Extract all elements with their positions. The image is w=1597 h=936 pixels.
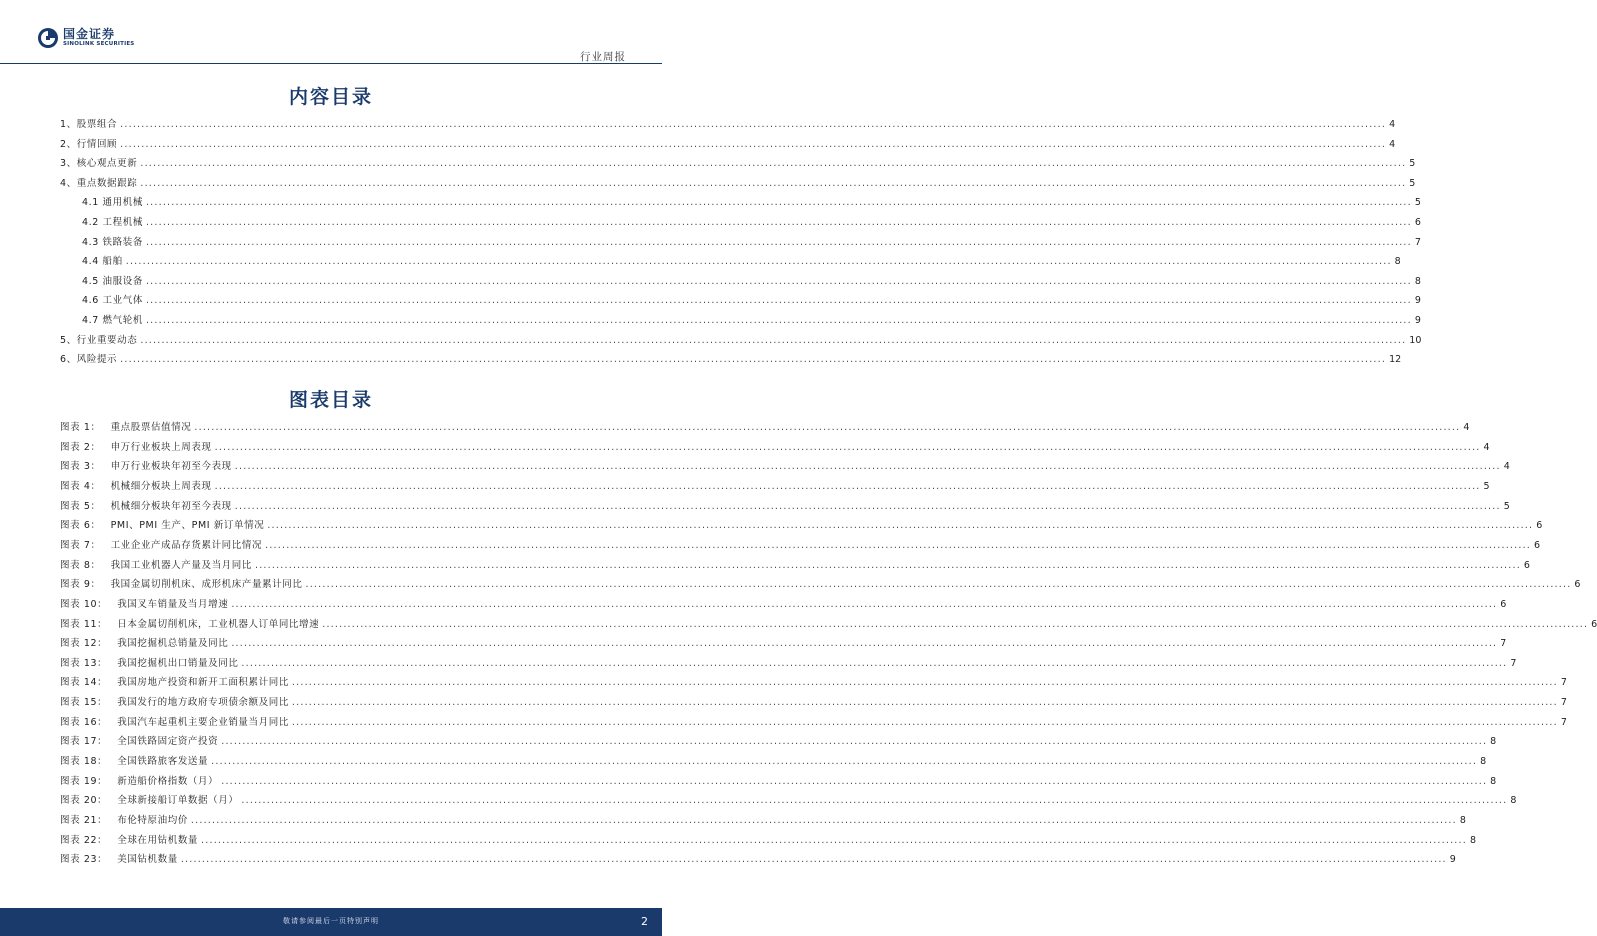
toc-entry-label: 4.6 工业气体: [82, 295, 143, 307]
figure-entry-label: PMI、PMI 生产、PMI 新订单情况: [110, 520, 265, 532]
figure-entry-number: 图表 22：: [60, 834, 108, 846]
figure-entry-number: 图表 19：: [60, 775, 108, 787]
figure-entry-label: 全球新接船订单数据（月）: [117, 795, 239, 807]
figure-entry-page: 6: [1523, 559, 1530, 571]
company-logo: [37, 27, 134, 49]
toc-entry-label: 4.5 油服设备: [82, 275, 143, 287]
toc-entry[interactable]: [60, 136, 1396, 150]
figure-entry-page: 7: [1560, 677, 1567, 689]
toc-leader-dots: ............................................................................................................................................................................................................................................................................................................: [145, 275, 1412, 287]
toc-entry-label: 4.7 燃气轮机: [82, 315, 143, 326]
header-divider: [0, 63, 662, 64]
toc-entry-page: 7: [1414, 236, 1421, 248]
figure-leader-dots: ............................................................................................................................................................................................................................................................................................................: [180, 854, 1447, 866]
toc-leader-dots: ............................................................................................................................................................................................................................................................................................................: [145, 315, 1412, 326]
toc-entry-page: 9: [1414, 315, 1421, 326]
figures-title: 图表目录: [288, 389, 373, 411]
page-footer: [0, 908, 662, 936]
toc-leader-dots: ............................................................................................................................................................................................................................................................................................................: [120, 138, 1387, 150]
toc-entry-label: 4.1 通用机械: [82, 197, 143, 209]
toc-entry-label: 1、股票组合: [60, 119, 118, 130]
figure-entry[interactable]: [60, 596, 1507, 610]
toc-leader-dots: ............................................................................................................................................................................................................................................................................................................: [145, 295, 1412, 307]
figure-entry[interactable]: [60, 517, 1543, 532]
page-header: [0, 0, 662, 62]
figure-entry-number: 图表 10：: [60, 598, 108, 610]
figure-entry-page: 7: [1510, 657, 1517, 669]
figure-entry-number: 图表 4：: [60, 480, 101, 492]
figure-entry[interactable]: [60, 792, 1517, 807]
figure-entry[interactable]: [60, 458, 1510, 473]
figure-entry[interactable]: [60, 576, 1581, 591]
figure-entry-label: 申万行业板块上周表现: [110, 441, 212, 453]
toc-entry-page: 5: [1409, 158, 1416, 170]
figure-leader-dots: ............................................................................................................................................................................................................................................................................................................: [234, 461, 1501, 473]
figure-leader-dots: ............................................................................................................................................................................................................................................................................................................: [214, 480, 1481, 492]
figure-leader-dots: ............................................................................................................................................................................................................................................................................................................: [194, 422, 1461, 433]
figure-entry-label: 布伦特原油均价: [117, 815, 188, 826]
figure-entry-page: 6: [1574, 579, 1581, 591]
toc-entry[interactable]: [82, 292, 1421, 307]
toc-leader-dots: ............................................................................................................................................................................................................................................................................................................: [140, 158, 1407, 170]
figure-entry[interactable]: [60, 773, 1497, 787]
toc-entry-page: 5: [1409, 177, 1416, 189]
figure-entry-number: 图表 7：: [60, 539, 101, 551]
toc-entry[interactable]: [82, 194, 1421, 209]
toc-leader-dots: ............................................................................................................................................................................................................................................................................................................: [140, 334, 1407, 346]
figure-entry-label: 全球在用钻机数量: [117, 834, 199, 846]
toc-entry-page: 6: [1414, 217, 1421, 228]
toc-entry[interactable]: [82, 253, 1401, 268]
toc-entry-label: 4.2 工程机械: [82, 217, 143, 228]
toc-entry[interactable]: [82, 234, 1421, 248]
toc-entry[interactable]: [60, 351, 1402, 366]
toc-entry-label: 4.3 铁路装备: [82, 236, 143, 248]
toc-entry[interactable]: [82, 312, 1421, 326]
figure-entry-page: 9: [1449, 854, 1456, 866]
figure-entry-label: 我国挖掘机总销量及同比: [117, 638, 229, 650]
toc-leader-dots: ............................................................................................................................................................................................................................................................................................................: [145, 197, 1412, 209]
figure-entry[interactable]: [60, 733, 1497, 748]
figure-leader-dots: ............................................................................................................................................................................................................................................................................................................: [254, 559, 1521, 571]
toc-leader-dots: ............................................................................................................................................................................................................................................................................................................: [145, 236, 1412, 248]
toc-leader-dots: ............................................................................................................................................................................................................................................................................................................: [145, 217, 1412, 228]
figure-leader-dots: ............................................................................................................................................................................................................................................................................................................: [322, 618, 1589, 630]
figure-entry-page: 6: [1534, 539, 1541, 551]
figure-leader-dots: ............................................................................................................................................................................................................................................................................................................: [291, 677, 1558, 689]
figure-entry-page: 7: [1560, 716, 1567, 728]
figure-leader-dots: ............................................................................................................................................................................................................................................................................................................: [241, 795, 1508, 807]
figure-entry-label: 工业企业产成品存货累计同比情况: [110, 539, 263, 551]
figure-entry-label: 美国钻机数量: [117, 854, 178, 866]
figure-entry[interactable]: [60, 478, 1490, 492]
figure-entry-label: 重点股票估值情况: [110, 422, 192, 433]
toc-leader-dots: ............................................................................................................................................................................................................................................................................................................: [140, 177, 1407, 189]
figure-leader-dots: ............................................................................................................................................................................................................................................................................................................: [190, 815, 1457, 826]
figure-entry[interactable]: [60, 439, 1490, 453]
figure-entry-page: 4: [1503, 461, 1510, 473]
toc-entry-page: 12: [1389, 354, 1402, 366]
figure-leader-dots: ............................................................................................................................................................................................................................................................................................................: [265, 539, 1532, 551]
figure-entry[interactable]: [60, 537, 1541, 551]
figure-leader-dots: ............................................................................................................................................................................................................................................................................................................: [234, 500, 1501, 512]
figure-entry[interactable]: [60, 674, 1567, 689]
figure-entry[interactable]: [60, 812, 1466, 826]
figure-entry-number: 图表 11：: [60, 618, 108, 630]
figure-entry-label: 全国铁路旅客发送量: [117, 756, 209, 768]
toc-entry-label: 4、重点数据跟踪: [60, 177, 138, 189]
figure-entry-page: 4: [1463, 422, 1470, 433]
figure-entry-page: 8: [1510, 795, 1517, 807]
figure-entry-number: 图表 14：: [60, 677, 108, 689]
logo-mark-icon: [37, 27, 59, 49]
toc-entry-label: 6、风险提示: [60, 354, 118, 366]
figure-entry[interactable]: [60, 753, 1487, 768]
figure-leader-dots: ............................................................................................................................................................................................................................................................................................................: [221, 736, 1488, 748]
figure-leader-dots: ............................................................................................................................................................................................................................................................................................................: [231, 638, 1498, 650]
figure-entry-number: 图表 17：: [60, 736, 108, 748]
figure-leader-dots: ............................................................................................................................................................................................................................................................................................................: [291, 716, 1558, 728]
toc-entry-page: 8: [1414, 275, 1421, 287]
figure-entry[interactable]: [60, 714, 1567, 728]
figure-leader-dots: ............................................................................................................................................................................................................................................................................................................: [211, 756, 1478, 768]
figure-entry[interactable]: [60, 419, 1470, 433]
figure-entry[interactable]: [60, 498, 1510, 512]
figure-entry-page: 6: [1591, 618, 1597, 630]
figure-entry-number: 图表 5：: [60, 500, 101, 512]
toc-entry[interactable]: [60, 175, 1416, 189]
toc-entry-label: 4.4 船舶: [82, 256, 123, 268]
figure-entry-number: 图表 6：: [60, 520, 101, 532]
toc-entry[interactable]: [60, 155, 1416, 170]
figure-entry-page: 8: [1490, 736, 1497, 748]
report-type-label: 行业周报: [580, 51, 626, 63]
figure-leader-dots: ............................................................................................................................................................................................................................................................................................................: [241, 657, 1508, 669]
figure-entry-label: 日本金属切削机床，工业机器人订单同比增速: [117, 618, 320, 630]
figure-entry-page: 7: [1500, 638, 1507, 650]
figure-entry-number: 图表 2：: [60, 441, 101, 453]
figure-entry-number: 图表 18：: [60, 756, 108, 768]
toc-entry-page: 4: [1389, 119, 1396, 130]
figure-entry-number: 图表 9：: [60, 579, 101, 591]
toc-entry[interactable]: [60, 332, 1422, 346]
toc-entry[interactable]: [82, 273, 1421, 287]
figure-entry-page: 5: [1483, 480, 1490, 492]
figure-entry[interactable]: [60, 832, 1477, 846]
figure-entry[interactable]: [60, 694, 1567, 709]
figure-entry-number: 图表 23：: [60, 854, 108, 866]
toc-leader-dots: ............................................................................................................................................................................................................................................................................................................: [120, 119, 1387, 130]
figure-entry-number: 图表 21：: [60, 815, 108, 826]
figure-entry-label: 我国房地产投资和新开工面积累计同比: [117, 677, 289, 689]
figure-leader-dots: ............................................................................................................................................................................................................................................................................................................: [221, 775, 1488, 787]
figure-entry-label: 我国挖掘机出口销量及同比: [117, 657, 239, 669]
toc-leader-dots: ............................................................................................................................................................................................................................................................................................................: [125, 256, 1392, 268]
toc-entry-label: 5、行业重要动态: [60, 334, 138, 346]
figure-entry-page: 7: [1560, 697, 1567, 709]
figure-entry-page: 6: [1500, 598, 1507, 610]
figure-entry[interactable]: [60, 655, 1517, 669]
figure-entry-page: 5: [1503, 500, 1510, 512]
figure-leader-dots: ............................................................................................................................................................................................................................................................................................................: [231, 598, 1498, 610]
logo-chinese-name: 国金证券: [63, 27, 116, 42]
figure-entry-number: 图表 3：: [60, 461, 101, 473]
figure-entry-label: 机械细分板块上周表现: [110, 480, 212, 492]
figure-entry-page: 8: [1480, 756, 1487, 768]
figure-entry-label: 我国工业机器人产量及当月同比: [110, 559, 252, 571]
figure-entry-number: 图表 1：: [60, 422, 101, 433]
figure-entry[interactable]: [60, 616, 1597, 630]
figure-entry-label: 我国金属切削机床、成形机床产量累计同比: [110, 579, 303, 591]
figure-entry-label: 我国汽车起重机主要企业销量当月同比: [117, 716, 289, 728]
page-number: 2: [641, 915, 648, 928]
toc-entry-label: 3、核心观点更新: [60, 158, 138, 170]
figure-entry[interactable]: [60, 635, 1507, 650]
toc-title: 内容目录: [288, 86, 373, 108]
figure-entry-page: 8: [1490, 775, 1497, 787]
figure-entry-label: 全国铁路固定资产投资: [117, 736, 219, 748]
logo-english-name: SINOLINK SECURITIES: [63, 41, 135, 48]
footer-disclaimer: 敬请参阅最后一页特别声明: [283, 917, 379, 925]
figure-entry-number: 图表 16：: [60, 716, 108, 728]
figure-entry-number: 图表 8：: [60, 559, 101, 571]
toc-entry-page: 4: [1389, 138, 1396, 150]
figure-entry-page: 8: [1469, 834, 1477, 846]
toc-entry-page: 9: [1414, 295, 1421, 307]
figure-entry-label: 新造船价格指数（月）: [117, 775, 219, 787]
toc-leader-dots: ............................................................................................................................................................................................................................................................................................................: [120, 354, 1387, 366]
figure-entry-label: 申万行业板块年初至今表现: [110, 461, 232, 473]
figure-entry-number: 图表 20：: [60, 795, 108, 807]
toc-entry-page: 5: [1414, 197, 1421, 209]
toc-entry-page: 8: [1394, 256, 1401, 268]
figure-entry-label: 机械细分板块年初至今表现: [110, 500, 232, 512]
figure-leader-dots: ............................................................................................................................................................................................................................................................................................................: [291, 697, 1558, 709]
figure-leader-dots: ............................................................................................................................................................................................................................................................................................................: [201, 834, 1467, 846]
figure-entry-number: 图表 13：: [60, 657, 108, 669]
figure-entry-number: 图表 12：: [60, 638, 108, 650]
figure-leader-dots: ............................................................................................................................................................................................................................................................................................................: [214, 441, 1481, 453]
toc-entry[interactable]: [60, 116, 1396, 130]
figure-entry-label: 我国发行的地方政府专项债余额及同比: [117, 697, 289, 709]
toc-entry[interactable]: [82, 214, 1421, 228]
figure-entry-number: 图表 15：: [60, 697, 108, 709]
figure-entry-label: 我国叉车销量及当月增速: [117, 598, 229, 610]
toc-entry-page: 10: [1409, 334, 1422, 346]
figure-entry[interactable]: [60, 851, 1456, 866]
figure-entry-page: 6: [1536, 520, 1543, 532]
figure-leader-dots: ............................................................................................................................................................................................................................................................................................................: [305, 579, 1572, 591]
toc-entry-label: 2、行情回顾: [60, 138, 118, 150]
figure-entry-page: 4: [1483, 441, 1490, 453]
figure-entry[interactable]: [60, 557, 1530, 571]
figure-entry-page: 8: [1459, 815, 1466, 826]
figure-leader-dots: ............................................................................................................................................................................................................................................................................................................: [267, 520, 1534, 532]
